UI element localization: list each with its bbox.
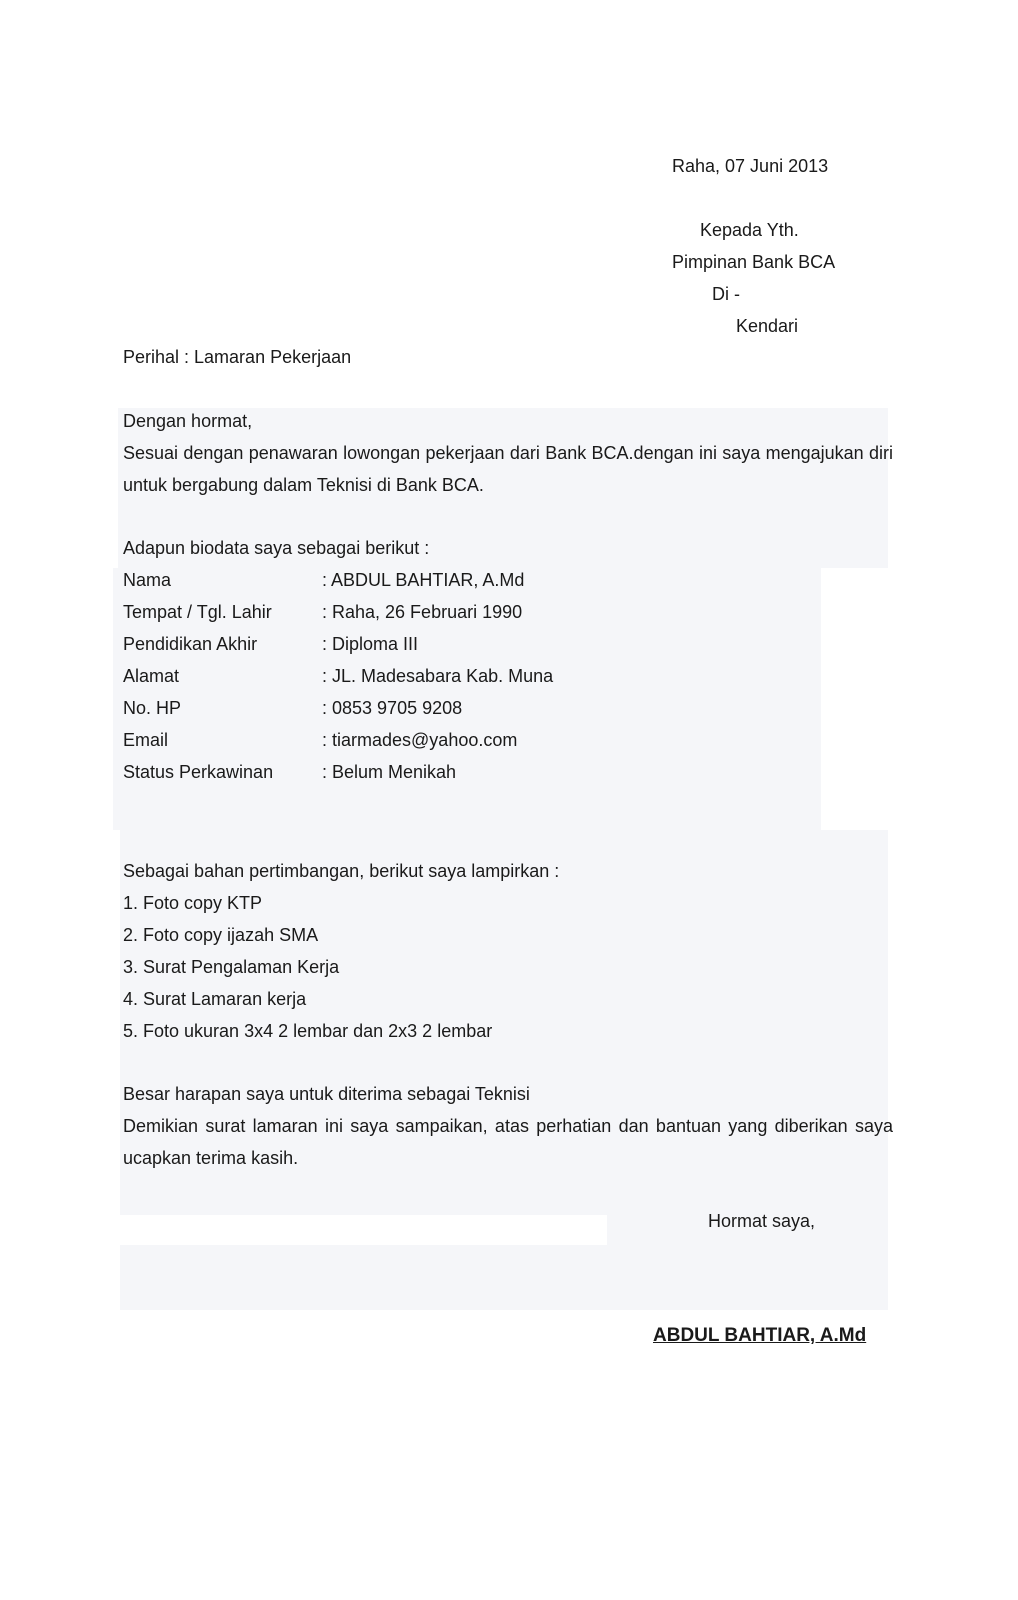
attachment-item: 4. Surat Lamaran kerja [123, 989, 307, 1009]
biodata-intro: Adapun biodata saya sebagai berikut : [123, 538, 430, 558]
letter-greeting: Dengan hormat, [123, 411, 253, 431]
biodata-value-hp: : 0853 9705 9208 [322, 698, 463, 718]
recipient-line-3: Di - [712, 284, 740, 304]
biodata-label-alamat: Alamat [123, 666, 180, 686]
biodata-label-pendidikan: Pendidikan Akhir [123, 634, 258, 654]
attachment-item: 1. Foto copy KTP [123, 893, 263, 913]
attachment-item: 5. Foto ukuran 3x4 2 lembar dan 2x3 2 lembar [123, 1021, 493, 1041]
biodata-value-status: : Belum Menikah [322, 762, 457, 782]
biodata-label-hp: No. HP [123, 698, 182, 718]
biodata-value-tempat-lahir: : Raha, 26 Februari 1990 [322, 602, 523, 622]
biodata-label-nama: Nama [123, 570, 172, 590]
hope-line: Besar harapan saya untuk diterima sebagai Teknisi [123, 1084, 530, 1104]
biodata-label-tempat-lahir: Tempat / Tgl. Lahir [123, 602, 272, 622]
body-shade-bottom [120, 1245, 888, 1310]
closing-paragraph: Demikian surat lamaran ini saya sampaikan, atas perhatian dan bantuan yang diberikan saya ucapkan terima kasih. [123, 1116, 893, 1168]
biodata-value-alamat: : JL. Madesabara Kab. Muna [322, 666, 554, 686]
biodata-value-pendidikan: : Diploma III [322, 634, 419, 654]
biodata-value-nama: : ABDUL BAHTIAR, A.Md [322, 570, 525, 590]
biodata-label-status: Status Perkawinan [123, 762, 274, 782]
recipient-line-1: Kepada Yth. [700, 220, 799, 240]
letter-date: Raha, 07 Juni 2013 [672, 156, 829, 176]
biodata-value-email: : tiarmades@yahoo.com [322, 730, 518, 750]
recipient-line-2: Pimpinan Bank BCA [672, 252, 836, 272]
sign-off: Hormat saya, [708, 1211, 816, 1231]
letter-subject: Perihal : Lamaran Pekerjaan [123, 347, 352, 367]
signature-name: ABDUL BAHTIAR, A.Md [653, 1325, 867, 1346]
attachment-item: 2. Foto copy ijazah SMA [123, 925, 319, 945]
attachment-item: 3. Surat Pengalaman Kerja [123, 957, 340, 977]
attachments-intro: Sebagai bahan pertimbangan, berikut saya lampirkan : [123, 861, 560, 881]
recipient-line-4: Kendari [736, 316, 799, 336]
opening-paragraph: Sesuai dengan penawaran lowongan pekerjaan dari Bank BCA.dengan ini saya mengajukan diri untuk bergabung dalam Teknisi di Bank BCA. [123, 443, 893, 495]
biodata-label-email: Email [123, 730, 169, 750]
